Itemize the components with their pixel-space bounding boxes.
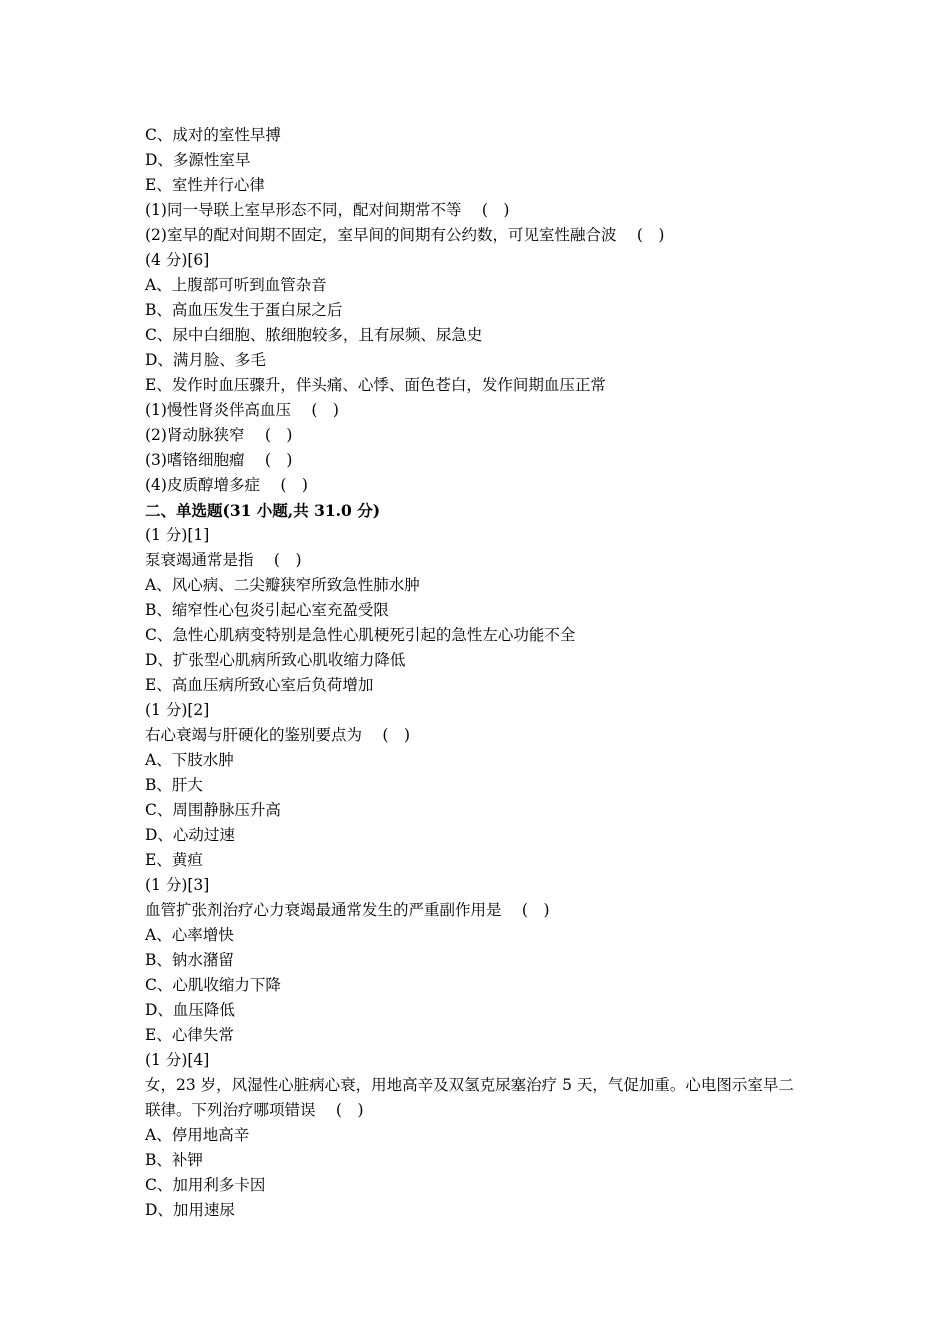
sub-question: (3)嗜铬细胞瘤 ( ): [145, 451, 293, 469]
sub-question: (1)同一导联上室早形态不同，配对间期常不等 ( ): [145, 201, 510, 219]
answer-option: E、高血压病所致心室后负荷增加: [145, 676, 374, 694]
question-stem: 联律。下列治疗哪项错误 ( ): [145, 1101, 364, 1119]
answer-option: C、心肌收缩力下降: [145, 976, 281, 994]
answer-option: A、上腹部可听到血管杂音: [145, 276, 327, 294]
answer-option: B、肝大: [145, 776, 203, 794]
answer-option: D、心动过速: [145, 826, 235, 844]
answer-option: C、尿中白细胞、脓细胞较多，且有尿频、尿急史: [145, 326, 483, 344]
document-body: [145, 123, 815, 1223]
question-stem: 右心衰竭与肝硬化的鉴别要点为 ( ): [145, 726, 411, 744]
sub-question: (1)慢性肾炎伴高血压 ( ): [145, 401, 339, 419]
question-score: (4 分)[6]: [145, 251, 210, 269]
answer-option: B、高血压发生于蛋白尿之后: [145, 301, 343, 319]
answer-option: C、加用利多卡因: [145, 1176, 266, 1194]
answer-option: B、缩窄性心包炎引起心室充盈受限: [145, 601, 389, 619]
answer-option: A、下肢水肿: [145, 751, 234, 769]
answer-option: E、心律失常: [145, 1026, 234, 1044]
answer-option: B、钠水潴留: [145, 951, 234, 969]
sub-question: (4)皮质醇增多症 ( ): [145, 476, 308, 494]
answer-option: A、风心病、二尖瓣狭窄所致急性肺水肿: [145, 576, 420, 594]
answer-option: E、发作时血压骤升，伴头痛、心悸、面色苍白，发作间期血压正常: [145, 376, 606, 394]
question-stem: 血管扩张剂治疗心力衰竭最通常发生的严重副作用是 ( ): [145, 901, 550, 919]
answer-option: B、补钾: [145, 1151, 203, 1169]
section-heading: 二、单选题(31 小题,共 31.0 分): [145, 501, 381, 520]
answer-option: E、黄疸: [145, 851, 203, 869]
answer-option: D、满月脸、多毛: [145, 351, 266, 369]
answer-option: D、加用速尿: [145, 1201, 235, 1219]
answer-option: C、成对的室性早搏: [145, 126, 281, 144]
question-stem: 女，23 岁，风湿性心脏病心衰，用地高辛及双氢克尿塞治疗 5 天，气促加重。心电图示室早二: [145, 1076, 794, 1094]
question-stem: 泵衰竭通常是指 ( ): [145, 551, 302, 569]
question-score: (1 分)[4]: [145, 1051, 210, 1069]
answer-option: D、血压降低: [145, 1001, 235, 1019]
sub-question: (2)肾动脉狭窄 ( ): [145, 426, 293, 444]
answer-option: D、多源性室早: [145, 151, 251, 169]
answer-option: A、停用地高辛: [145, 1126, 250, 1144]
question-score: (1 分)[3]: [145, 876, 210, 894]
answer-option: E、室性并行心律: [145, 176, 265, 194]
answer-option: C、急性心肌病变特别是急性心肌梗死引起的急性左心功能不全: [145, 626, 576, 644]
answer-option: D、扩张型心肌病所致心肌收缩力降低: [145, 651, 406, 669]
answer-option: A、心率增快: [145, 926, 234, 944]
answer-option: C、周围静脉压升高: [145, 801, 281, 819]
question-score: (1 分)[2]: [145, 701, 210, 719]
question-score: (1 分)[1]: [145, 526, 210, 544]
sub-question: (2)室早的配对间期不固定，室早间的间期有公约数，可见室性融合波 ( ): [145, 226, 665, 244]
